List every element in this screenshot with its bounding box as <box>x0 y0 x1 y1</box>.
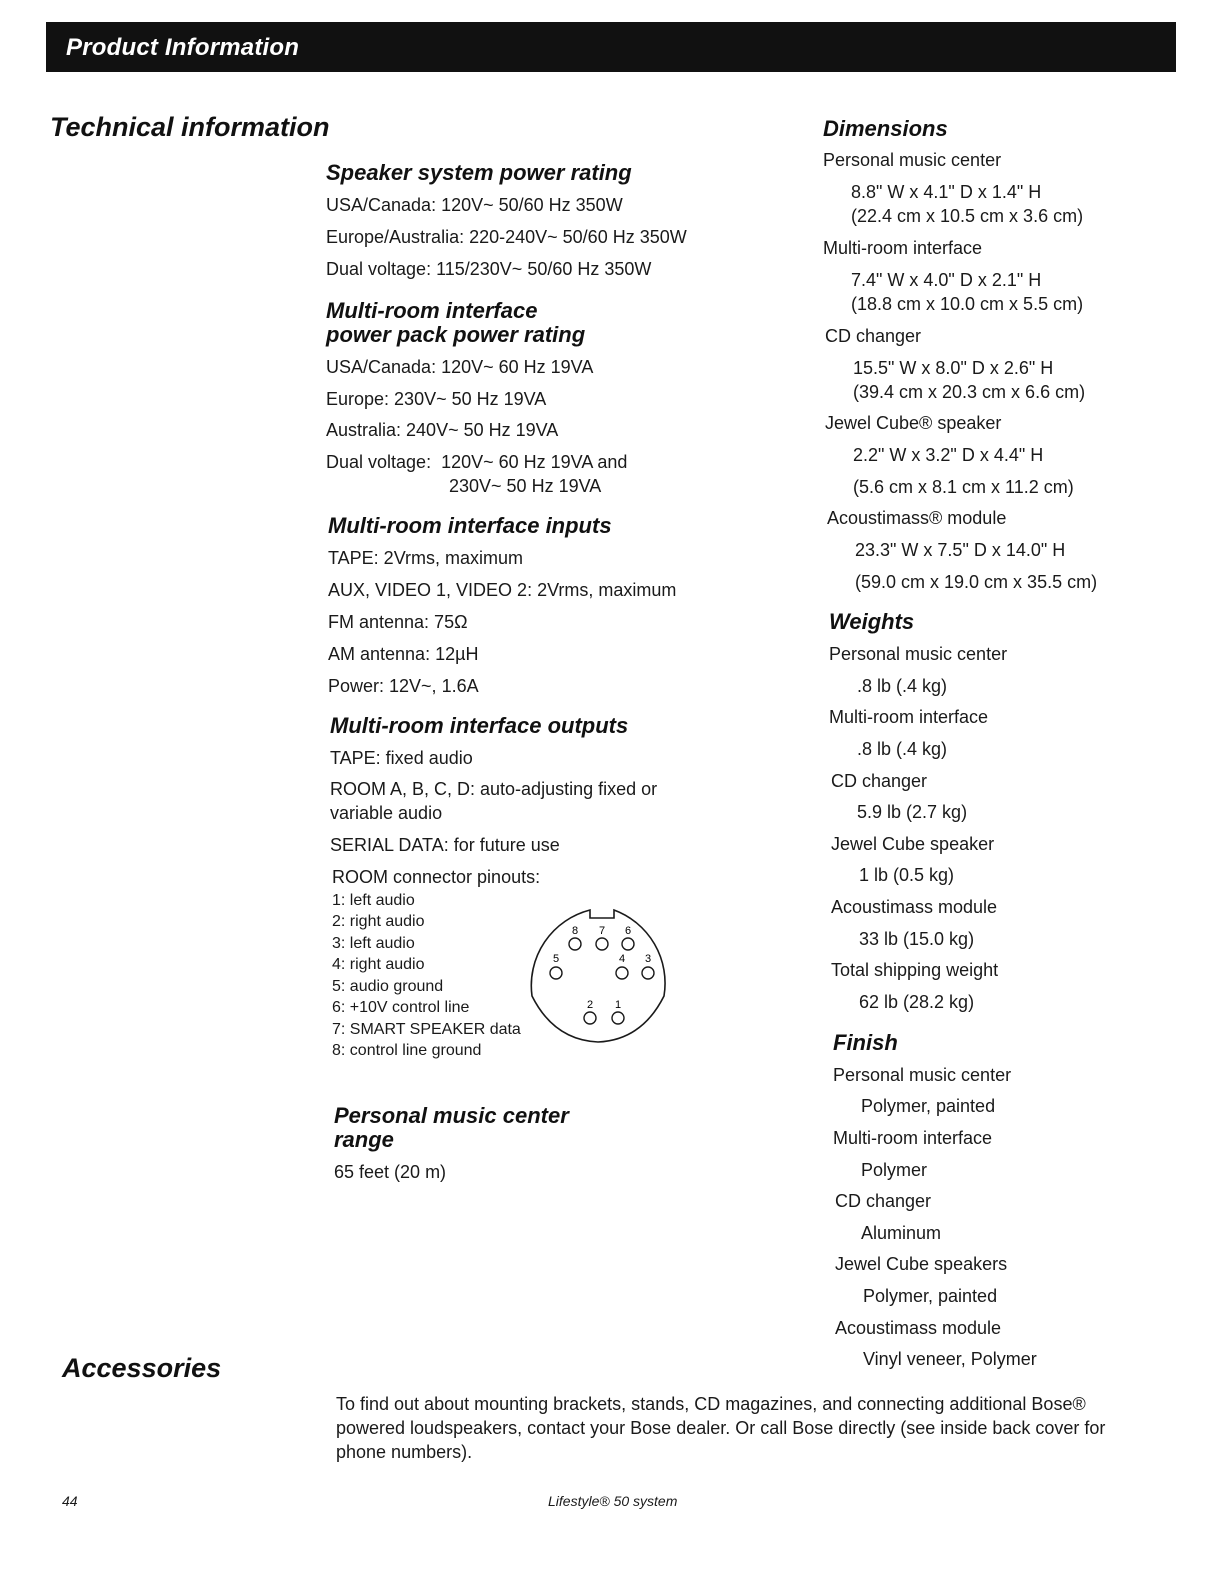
pinout-item: 7: SMART SPEAKER data <box>332 1021 521 1038</box>
mri-input-line: AM antenna: 12µH <box>328 644 479 664</box>
dimension-item-name: Jewel Cube® speaker <box>825 413 1002 433</box>
speaker-power-line: USA/Canada: 120V~ 50/60 Hz 350W <box>326 195 623 215</box>
mri-input-line: TAPE: 2Vrms, maximum <box>328 548 524 568</box>
pin-6 <box>622 938 634 950</box>
finish-value: Polymer, painted <box>863 1286 998 1306</box>
weight-value: .8 lb (.4 kg) <box>857 739 948 759</box>
dimension-item-name: Personal music center <box>823 150 1002 170</box>
pinout-item: 1: left audio <box>332 892 415 909</box>
pin-label-5: 5 <box>552 953 560 965</box>
weight-value: .8 lb (.4 kg) <box>857 676 948 696</box>
room-connector-diagram <box>518 900 678 1050</box>
accessories-heading: Accessories <box>62 1353 222 1383</box>
mri-power-heading-2: power pack power rating <box>326 322 586 347</box>
pinout-item: 8: control line ground <box>332 1042 482 1059</box>
dimensions-heading: Dimensions <box>823 116 948 141</box>
pin-2 <box>584 1012 596 1024</box>
header-banner <box>46 22 1176 72</box>
weight-item-name: CD changer <box>831 771 928 791</box>
speaker-power-heading: Speaker system power rating <box>326 160 632 185</box>
pinout-item: 6: +10V control line <box>332 999 470 1016</box>
dimension-imperial: 15.5" W x 8.0" D x 2.6" H <box>853 358 1054 378</box>
pin-label-8: 8 <box>571 925 579 937</box>
pin-3 <box>642 967 654 979</box>
weight-item-name: Total shipping weight <box>831 960 999 980</box>
mri-power-dual-2: 230V~ 50 Hz 19VA <box>449 476 602 496</box>
mri-input-line: Power: 12V~, 1.6A <box>328 676 479 696</box>
finish-value: Polymer <box>861 1160 928 1180</box>
header-title: Product Information <box>66 34 300 61</box>
dimension-metric: (39.4 cm x 20.3 cm x 6.6 cm) <box>853 382 1086 402</box>
mri-power-line: Australia: 240V~ 50 Hz 19VA <box>326 420 559 440</box>
mri-power-dual: Dual voltage: 120V~ 60 Hz 19VA and <box>326 452 628 472</box>
pinout-item: 5: audio ground <box>332 978 444 995</box>
pin-1 <box>612 1012 624 1024</box>
mri-input-line: AUX, VIDEO 1, VIDEO 2: 2Vrms, maximum <box>328 580 677 600</box>
mri-power-line: Europe: 230V~ 50 Hz 19VA <box>326 389 547 409</box>
finish-item-name: Personal music center <box>833 1065 1012 1085</box>
finish-value: Polymer, painted <box>861 1096 996 1116</box>
mri-output-serial: SERIAL DATA: for future use <box>330 835 560 855</box>
weight-item-name: Jewel Cube speaker <box>831 834 995 854</box>
dimension-metric: (5.6 cm x 8.1 cm x 11.2 cm) <box>853 477 1074 497</box>
pin-label-4: 4 <box>618 953 626 965</box>
finish-heading: Finish <box>833 1030 898 1055</box>
pin-4 <box>616 967 628 979</box>
weight-value: 33 lb (15.0 kg) <box>859 929 975 949</box>
dimension-item-name: Acoustimass® module <box>827 508 1007 528</box>
dimension-item-name: CD changer <box>825 326 922 346</box>
pin-label-6: 6 <box>624 925 632 937</box>
pin-label-1: 1 <box>614 999 622 1011</box>
pin-5 <box>550 967 562 979</box>
dimension-metric: (59.0 cm x 19.0 cm x 35.5 cm) <box>855 572 1098 592</box>
pin-8 <box>569 938 581 950</box>
technical-information-heading: Technical information <box>50 112 330 142</box>
weight-item-name: Multi-room interface <box>829 707 989 727</box>
dimension-imperial: 7.4" W x 4.0" D x 2.1" H <box>851 270 1042 290</box>
speaker-power-line: Dual voltage: 115/230V~ 50/60 Hz 350W <box>326 259 652 279</box>
range-value: 65 feet (20 m) <box>334 1162 447 1182</box>
mri-output-tape: TAPE: fixed audio <box>330 748 473 768</box>
dimension-imperial: 8.8" W x 4.1" D x 1.4" H <box>851 182 1042 202</box>
weights-heading: Weights <box>829 609 915 634</box>
page-number: 44 <box>62 1493 78 1509</box>
dimension-item-name: Multi-room interface <box>823 238 983 258</box>
pinouts-label: ROOM connector pinouts: <box>332 867 541 887</box>
mri-power-line: USA/Canada: 120V~ 60 Hz 19VA <box>326 357 594 377</box>
dimension-imperial: 2.2" W x 3.2" D x 4.4" H <box>853 445 1044 465</box>
dimension-metric: (22.4 cm x 10.5 cm x 3.6 cm) <box>851 206 1084 226</box>
mri-inputs-heading: Multi-room interface inputs <box>328 513 612 538</box>
finish-value: Vinyl veneer, Polymer <box>863 1349 1037 1369</box>
pinout-item: 3: left audio <box>332 935 415 952</box>
finish-item-name: Multi-room interface <box>833 1128 993 1148</box>
weight-item-name: Acoustimass module <box>831 897 998 917</box>
range-heading-2: range <box>334 1127 394 1152</box>
mri-output-room: ROOM A, B, C, D: auto-adjusting fixed or variable audio <box>330 779 658 823</box>
weight-value: 5.9 lb (2.7 kg) <box>857 802 968 822</box>
range-heading: Personal music center <box>334 1103 569 1128</box>
pinout-item: 2: right audio <box>332 913 425 930</box>
mri-input-line: FM antenna: 75Ω <box>328 612 468 632</box>
finish-item-name: CD changer <box>835 1191 932 1211</box>
accessories-paragraph: To find out about mounting brackets, stands, CD magazines, and connecting additional Bose® powered loudspeakers, contact your Bose dealer. Or call Bose directly (see inside back cover for phone numbers). <box>336 1394 1106 1462</box>
weight-value: 1 lb (0.5 kg) <box>859 865 955 885</box>
dimension-imperial: 23.3" W x 7.5" D x 14.0" H <box>855 540 1066 560</box>
finish-item-name: Jewel Cube speakers <box>835 1254 1008 1274</box>
pin-7 <box>596 938 608 950</box>
weight-item-name: Personal music center <box>829 644 1008 664</box>
pin-label-7: 7 <box>598 925 606 937</box>
dimension-metric: (18.8 cm x 10.0 cm x 5.5 cm) <box>851 294 1084 314</box>
weight-value: 62 lb (28.2 kg) <box>859 992 975 1012</box>
mri-power-heading: Multi-room interface <box>326 298 538 323</box>
mri-outputs-heading: Multi-room interface outputs <box>330 713 629 738</box>
pin-label-2: 2 <box>586 999 594 1011</box>
pin-label-3: 3 <box>644 953 652 965</box>
finish-value: Aluminum <box>861 1223 942 1243</box>
finish-item-name: Acoustimass module <box>835 1318 1002 1338</box>
pinout-item: 4: right audio <box>332 956 425 973</box>
footer-product-name: Lifestyle® 50 system <box>548 1493 678 1509</box>
speaker-power-line: Europe/Australia: 220-240V~ 50/60 Hz 350W <box>326 227 687 247</box>
